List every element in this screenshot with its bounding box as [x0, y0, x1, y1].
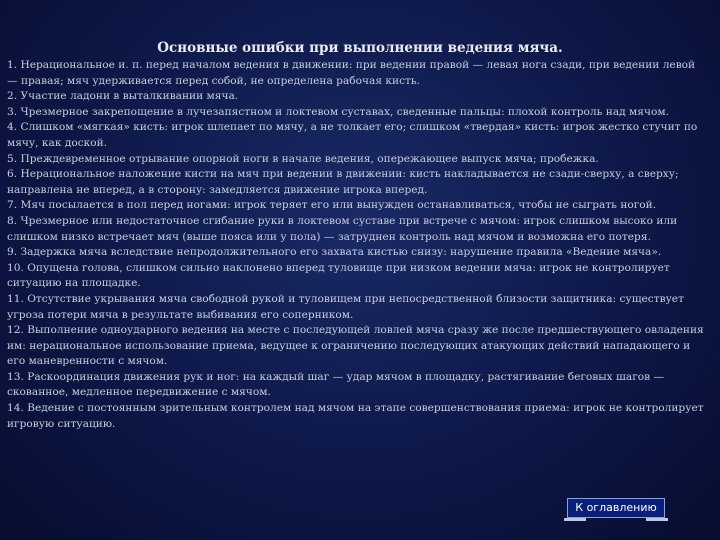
- list-item: 2. Участие ладони в выталкивании мяча.: [7, 90, 239, 103]
- slide-title: Основные ошибки при выполнении ведения мяча.: [157, 40, 563, 56]
- toc-button[interactable]: К оглавлению: [567, 498, 665, 518]
- list-item: 12. Выполнение одноударного ведения на месте с последующей ловлей мяча сразу же после предшествующего овладения им: нерациональное использование приема, ведущее к ограничению последующих атакующих действий нападающего и его маневренности с мячом.: [7, 324, 704, 368]
- list-item: 3. Чрезмерное закрепощение в лучезапястном и локтевом суставах, сведенные пальцы: плохой контроль над мячом.: [7, 105, 669, 118]
- list-item: 9. Задержка мяча вследствие непродолжительного его захвата кистью снизу: нарушение правила «Ведение мяча».: [7, 246, 662, 259]
- list-item: 8. Чрезмерное или недостаточное сгибание руки в локтевом суставе при встрече с мячом: игрок слишком высоко или слишком низко встречает мяч (выше пояса или у пола) — затруднен контроль над мячом и возможна его потеря.: [7, 214, 678, 243]
- list-item: 11. Отсутствие укрывания мяча свободной рукой и туловищем при непосредственной близости защитника: существует угроза потери мяча в результате выбивания его соперником.: [7, 292, 684, 321]
- list-item: 1. Нерациональное и. п. перед началом ведения в движении: при ведении правой — левая нога сзади, при ведении левой — правая; мяч удерживается перед собой, не определена рабочая кисть.: [7, 59, 696, 87]
- error-list: [7, 58, 707, 432]
- list-item: 6. Нерациональное наложение кисти на мяч при ведении в движении: кисть накладывается не сзади-сверху, а сверху; направлена не вперед, а в сторону: замедляется движение игрока вперед.: [7, 168, 679, 196]
- list-item: 10. Опущена голова, слишком сильно наклонено вперед туловище при низком ведении мяча: игрок не контролирует ситуацию на площадке.: [7, 261, 670, 290]
- list-item: 5. Преждевременное отрывание опорной ноги в начале ведения, опережающее выпуск мяча; пробежка.: [7, 152, 599, 165]
- list-item: 7. Мяч посылается в пол перед ногами: игрок теряет его или вынужден останавливаться, чтобы не сыграть ногой.: [7, 199, 657, 212]
- list-item: 4. Слишком «мягкая» кисть: игрок шлепает по мячу, а не толкает его; слишком «твердая» кисть: игрок жестко стучит по мячу, как доской.: [7, 121, 698, 149]
- list-item: 14. Ведение с постоянным зрительным контролем над мячом на этапе совершенствования приема: игрок не контролирует игровую ситуацию.: [7, 402, 704, 430]
- list-item: 13. Раскоординация движения рук и ног: на каждый шаг — удар мячом в площадку, растягивание беговых шагов — скованное, медленное передвижение с мячом.: [7, 370, 665, 399]
